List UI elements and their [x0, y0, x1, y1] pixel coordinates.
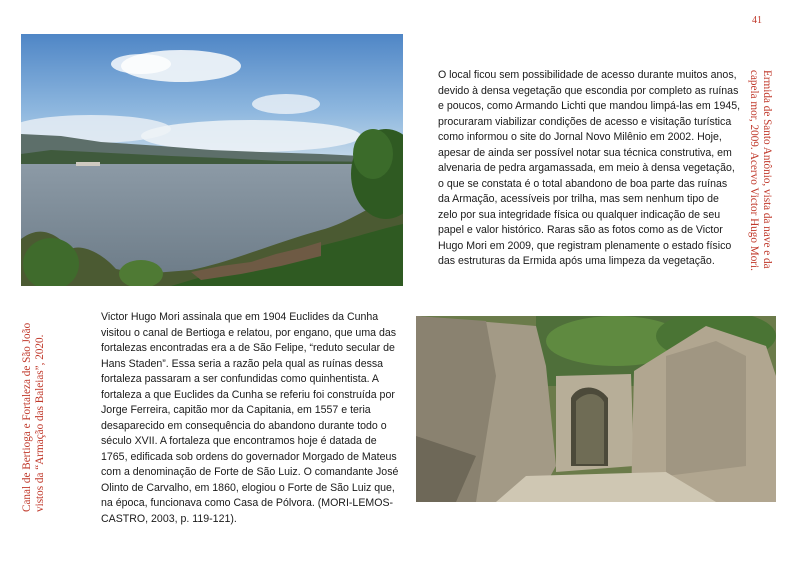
caption-ermida: [747, 70, 773, 271]
left-column-paragraph: Victor Hugo Mori assinala que em 1904 Euclides da Cunha visitou o canal de Bertioga e relatou, por engano, que uma das fortalezas encontradas era a de São Felipe, “reduto secular de Hans Staden”. Essa seria a razão pela qual as ruínas dessa fortaleza passaram a ser confundidas como quinhentista. A fortaleza a que Euclides da Cunha se referiu foi construída por Jorge Ferreira, capitão mor da Capitania, em 1557 e teria desaparecido em consequência do abandono durante todo o século XVII. A fortaleza que encontramos hoje é datada de 1765, edificada sob ordens do governador Morgado de Mateus com a denominação de Forte de São Luiz. O comandante José Olinto de Carvalho, em 1860, elogiou o Forte de São Luiz que, na época, funcionava como Casa de Pólvora. (MORI-LEMOS-CASTRO, 2003, p. 119-121).: [101, 311, 399, 525]
photo-bertioga-canal: [21, 34, 403, 286]
right-column-paragraph: O local ficou sem possibilidade de acesso durante muitos anos, devido à densa vegetação que escondia por completo as ruínas e poucos, como Armando Lichti que mandou limpá-las em 1945, procuraram viabilizar condições de acesso e visitação turística como informou o site do Jornal Novo Milênio em 2002. Hoje, apesar de ainda ser possível notar sua técnica construtiva, em alvenaria de pedra argamassada, em meio à densa vegetação, o que se constata é o total abandono de boa parte das ruínas da Armação, acessíveis por trilha, mas sem nenhum tipo de zelo por sua integridade física ou qualquer indicação de seu papel e valor histórico. Raras são as fotos como as de Victor Hugo Mori em 2009, que registram plenamente o estado físico das estruturas da Ermida após uma limpeza da vegetação.: [438, 69, 741, 267]
canal-landscape-image: [21, 34, 403, 286]
caption-canal-line2: vistos da “Armação das Baleias”, 2020.: [34, 334, 46, 512]
caption-canal: [21, 323, 47, 512]
photo-ermida-ruins: [416, 316, 776, 502]
caption-canal-line1: Canal de Bertioga e Fortaleza de São João: [21, 322, 33, 512]
caption-ermida-line2: capela mor, 2009. Acervo Victor Hugo Mori.: [748, 70, 760, 271]
ermida-ruins-image: [416, 316, 776, 502]
page-number: 41: [752, 15, 762, 26]
caption-ermida-line1: Ermida de Santo Antônio, vista da nave e da: [761, 70, 773, 269]
